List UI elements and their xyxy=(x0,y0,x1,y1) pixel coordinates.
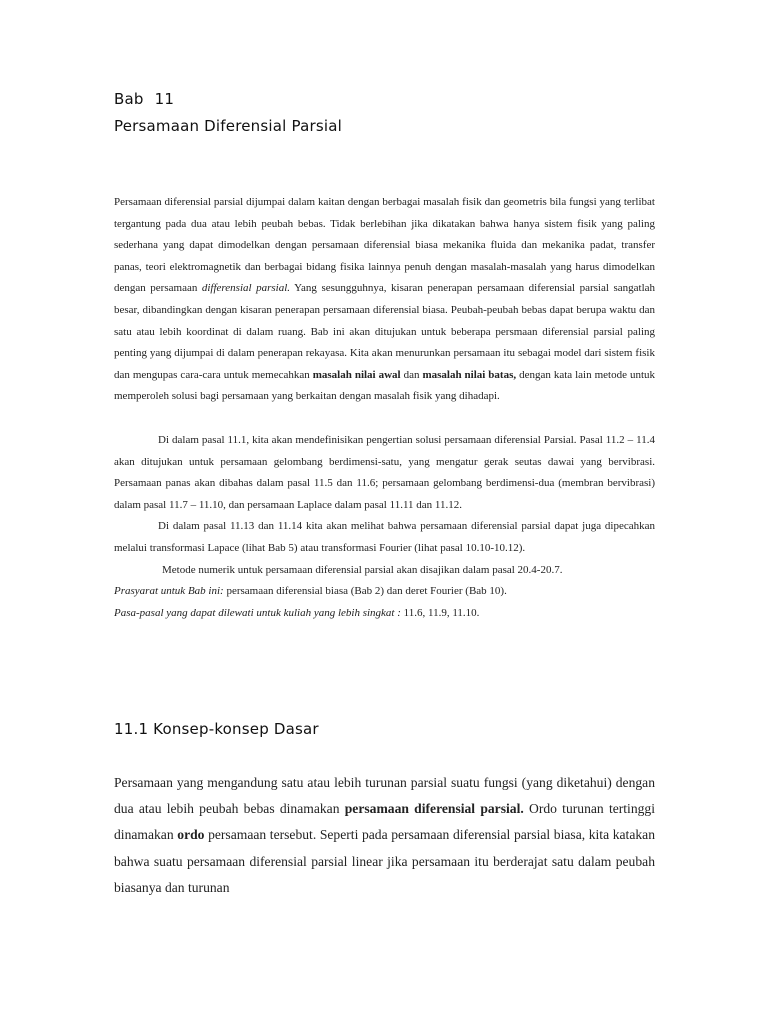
chapter-title: Persamaan Diferensial Parsial xyxy=(114,117,342,135)
section-text: Ordo turunan tertinggi dinamakan xyxy=(114,801,656,843)
section-body xyxy=(114,770,655,901)
prerequisites-text: persamaan diferensial biasa (Bab 2) dan deret Fourier (Bab 10). xyxy=(223,585,507,598)
intro-paragraph-4: Metode numerik untuk persamaan diferensial parsial akan disajikan dalam pasal 20.4-20.7. xyxy=(162,563,563,576)
section-text: Persamaan yang mengandung satu atau lebih turunan parsial suatu fungsi (yang diketahui) dengan dua atau lebih peubah bebas dinamakan xyxy=(114,775,655,817)
section-paragraph xyxy=(114,770,655,901)
intro-text: dengan kata lain metode untuk memperoleh solusi bagi persamaan yang berkaitan dengan masalah fisik yang dihadapi. xyxy=(114,368,656,403)
section-heading: 11.1 Konsep-konsep Dasar xyxy=(114,720,319,738)
skippable-sections-text: 11.6, 11.9, 11.10. xyxy=(400,606,480,619)
intro-text: Yang sesungguhnya, kisaran penerapan persamaan diferensial parsial sangatlah besar, dibandingkan dengan kisaran penerapan persamaan diferensial biasa. Peubah-peubah bebas dapat berupa waktu dan satu atau lebih koordinat di dalam ruang. Bab ini akan ditujukan untuk beberapa persmaan diferensial parsial paling penting yang dijumpai di dalam penerapan rekayasa. Kita akan menurunkan persamaan itu sebagai model dari sistem fisik dan mengupas cara-cara untuk memecahkan xyxy=(114,282,656,381)
chapter-intro xyxy=(114,192,655,624)
intro-text: dan xyxy=(400,368,423,381)
section-bold-term: persamaan diferensial parsial. xyxy=(344,801,524,817)
intro-paragraph-1 xyxy=(114,192,655,408)
section-text: persamaan tersebut. Seperti pada persamaan diferensial parsial biasa, kita katakan bahwa suatu persamaan diferensial parsial linear jika persamaan itu berderajat satu dalam peubah biasanya dan turunan xyxy=(114,827,655,895)
prerequisites-label: Prasyarat untuk Bab ini: xyxy=(114,585,224,598)
intro-bold-term: masalah nilai awal xyxy=(312,368,401,381)
intro-emphasis: differensial parsial. xyxy=(201,282,291,295)
intro-paragraph-2: Di dalam pasal 11.1, kita akan mendefinisikan pengertian solusi persamaan diferensial Parsial. Pasal 11.2 – 11.4 akan ditujukan untuk persamaan gelombang berdimensi-satu, yang mengatur gerak seutas dawai yang bervibrasi. Persamaan panas akan dibahas dalam pasal 11.5 dan 11.6; persamaan gelombang berdimensi-dua (membran bervibrasi) dalam pasal 11.7 – 11.10, dan persamaan Laplace dalam pasal 11.11 dan 11.12. xyxy=(114,433,655,511)
skippable-sections-label: Pasa-pasal yang dapat dilewati untuk kuliah yang lebih singkat : xyxy=(114,606,401,619)
skippable-sections-line xyxy=(114,603,655,625)
intro-bold-term: masalah nilai batas, xyxy=(422,368,517,381)
chapter-number: Bab 11 xyxy=(114,90,175,108)
intro-text: Persamaan diferensial parsial dijumpai dalam kaitan dengan berbagai masalah fisik dan geometris bila fungsi yang terlibat tergantung pada dua atau lebih peubah bebas. Tidak berlebihan jika dikatakan bahwa hanya sistem fisik yang paling sederhana yang dapat dimodelkan dengan persamaan diferensial biasa mekanika fluida dan mekanika padat, transfer panas, teori elektromagnetik dan berbagai bidang fisika lainnya penuh dengan masalah-masalah yang harus dimodelkan dengan persamaan xyxy=(114,196,655,295)
intro-paragraph-3: Di dalam pasal 11.13 dan 11.14 kita akan melihat bahwa persamaan diferensial parsial dapat juga dipecahkan melalui transformasi Lapace (lihat Bab 5) atau transformasi Fourier (lihat pasal 10.10-10.12). xyxy=(114,520,655,554)
prerequisites-line xyxy=(114,581,655,603)
section-bold-term: ordo xyxy=(177,827,205,843)
